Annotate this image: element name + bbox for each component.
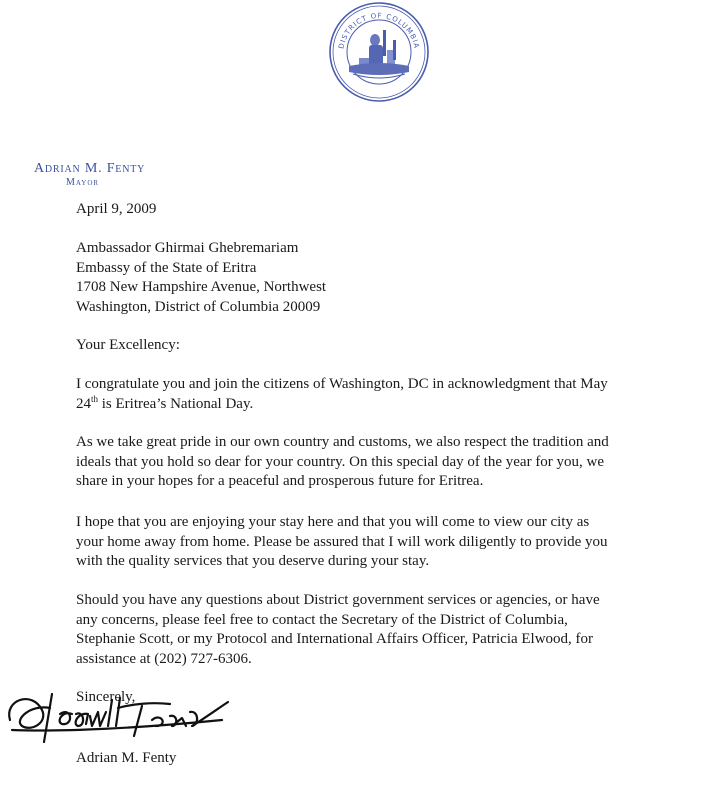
paragraph-line: ideals that you hold so dear for your country. On this special day of the year for you, we [76,453,605,470]
paragraph-line-rest: is Eritrea’s National Day. [98,395,254,412]
paragraph-contact [76,591,600,669]
paragraph-line: Stephanie Scott, or my Protocol and International Affairs Officer, Patricia Elwood, for [76,631,594,647]
paragraph-line [76,395,608,415]
paragraph-congratulation [76,375,608,414]
district-seal-icon [323,0,435,104]
paragraph-line: any concerns, please feel free to contact the Secretary of the District of Columbia, [76,611,568,628]
paragraph-line: share in your hopes for a peaceful and prosperous future for Eritrea. [76,473,484,489]
recipient-address [76,239,326,317]
handwritten-signature [2,680,252,760]
address-line: Ambassador Ghirmai Ghebremariam [76,240,299,256]
address-line: Embassy of the State of Eritra [76,259,257,276]
paragraph-line: your home away from home. Please be assured that I will work diligently to provide you [76,533,608,550]
address-line: Washington, District of Columbia 20009 [76,298,321,315]
paragraph-line: As we take great pride in our own country and customs, we also respect the tradition and [76,434,609,450]
address-line: 1708 New Hampshire Avenue, Northwest [76,279,327,295]
paragraph-line: I hope that you are enjoying your stay here and that you will come to view our city as [76,514,590,530]
paragraph-stay [76,513,608,572]
paragraph-line: I congratulate you and join the citizens of Washington, DC in acknowledgment that May [76,376,608,392]
paragraph-pride [76,433,609,492]
ordinal-suffix: th [91,393,99,404]
paragraph-line: Should you have any questions about District government services or agencies, or have [76,592,600,608]
svg-text:DISTRICT OF COLUMBIA: DISTRICT OF COLUMBIA [337,11,421,50]
mayor-title: Mayor [66,177,100,188]
letter-date: April 9, 2009 [76,201,157,217]
paragraph-line: with the quality services that you deserve during your stay. [76,553,430,569]
paragraph-line: assistance at (202) 727-6306. [76,650,252,667]
date-number: 24 [76,395,91,412]
closing: Sincerely, [76,689,136,705]
signature-name: Adrian M. Fenty [76,750,177,766]
salutation: Your Excellency: [76,337,180,353]
mayor-name: Adrian M. Fenty [34,161,146,176]
